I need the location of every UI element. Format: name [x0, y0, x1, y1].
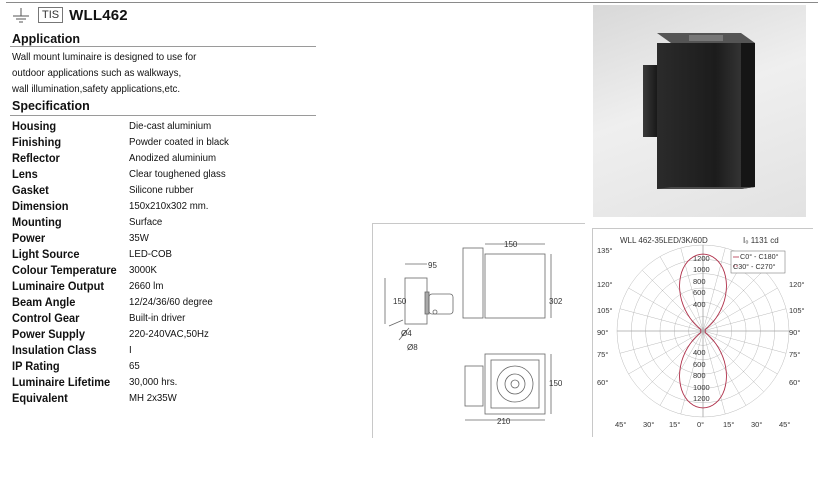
polar-radial-label: 1200 [693, 254, 710, 263]
dim-d4-label: Ø4 [401, 329, 412, 338]
polar-radial-label: 1200 [693, 394, 710, 403]
polar-angle-label: 60° [597, 378, 609, 387]
spec-label: Dimension [12, 199, 69, 213]
spec-label: Reflector [12, 151, 60, 165]
specification-title: Specification [12, 99, 90, 113]
spec-label: Beam Angle [12, 295, 76, 309]
spec-label: Luminaire Lifetime [12, 375, 111, 389]
spec-label: Light Source [12, 247, 80, 261]
dim-150-top-label: 150 [504, 240, 518, 249]
dim-d8-label: Ø8 [407, 343, 418, 352]
polar-angle-label: 75° [789, 350, 801, 359]
spec-value: 65 [129, 360, 140, 372]
spec-value: 35W [129, 232, 149, 244]
spec-row [12, 166, 332, 182]
dim-150-left-label: 150 [393, 297, 407, 306]
class-badge: TIS [38, 7, 63, 23]
polar-radial-label: 400 [693, 300, 706, 309]
polar-axis-label: 30° [751, 420, 763, 429]
polar-angle-label: 105° [597, 306, 613, 315]
application-line: wall illumination,safety applications,etc. [12, 83, 181, 95]
spec-row [12, 246, 332, 262]
polar-axis-label: 45° [779, 420, 791, 429]
spec-label: Finishing [12, 135, 62, 149]
spec-value: 30,000 hrs. [129, 376, 178, 388]
spec-row [12, 214, 332, 230]
polar-angle-label: 120° [789, 280, 805, 289]
polar-axis-label: 0° [697, 420, 705, 429]
product-photo [593, 5, 806, 217]
spec-table [12, 118, 332, 406]
spec-row [12, 358, 332, 374]
application-line: Wall mount luminaire is designed to use for [12, 51, 197, 63]
application-title: Application [12, 32, 81, 46]
polar-title: WLL 462-35LED/3K/60D [620, 236, 708, 245]
luminaire-image [593, 5, 806, 217]
spec-value: Clear toughened glass [129, 168, 226, 180]
spec-value: Anodized aluminium [129, 152, 216, 164]
polar-axis-label: 15° [669, 420, 681, 429]
top-divider [6, 2, 818, 3]
spec-label: IP Rating [12, 359, 60, 373]
model-name: WLL462 [69, 6, 128, 24]
dim-210-label: 210 [497, 417, 511, 426]
spec-label: Power [12, 231, 46, 245]
spec-value: 12/24/36/60 degree [129, 296, 213, 308]
spec-value: Silicone rubber [129, 184, 194, 196]
spec-value: 220-240VAC,50Hz [129, 328, 209, 340]
spec-row [12, 262, 332, 278]
spec-value: 2660 lm [129, 280, 164, 292]
ground-icon [10, 7, 32, 23]
polar-angle-label: 120° [597, 280, 613, 289]
dim-150-right-label: 150 [549, 379, 563, 388]
spec-row [12, 118, 332, 134]
application-text [12, 49, 288, 97]
polar-diagram [592, 228, 813, 437]
polar-legend [731, 251, 785, 273]
spec-label: Colour Temperature [12, 263, 117, 277]
spec-value: I [129, 344, 132, 356]
product-header [10, 6, 128, 24]
polar-radial-label: 400 [693, 348, 706, 357]
polar-radial-label: 600 [693, 288, 706, 297]
dimension-drawing [372, 223, 585, 438]
polar-diagram-svg [593, 229, 813, 437]
spec-label: Gasket [12, 183, 49, 197]
spec-row [12, 294, 332, 310]
spec-value: Built-in driver [129, 312, 186, 324]
spec-value: Die-cast aluminium [129, 120, 212, 132]
spec-row [12, 342, 332, 358]
legend-c30: C30° - C270° [733, 262, 776, 271]
spec-value: 3000K [129, 264, 157, 276]
spec-row [12, 134, 332, 150]
spec-label: Insulation Class [12, 343, 97, 357]
polar-radial-label: 800 [693, 371, 706, 380]
dim-302-label: 302 [549, 297, 563, 306]
spec-row [12, 230, 332, 246]
application-rule [10, 46, 316, 47]
polar-angle-label: 75° [597, 350, 609, 359]
spec-row [12, 150, 332, 166]
polar-angle-label: 60° [789, 378, 801, 387]
spec-value: Surface [129, 216, 163, 228]
specification-rule [10, 115, 316, 116]
legend-c0: C0° - C180° [740, 252, 779, 261]
dim-95-label: 95 [428, 261, 437, 270]
application-line: outdoor applications such as walkways, [12, 67, 182, 79]
polar-axis-label: 15° [723, 420, 735, 429]
polar-angle-label: 90° [597, 328, 609, 337]
spec-row [12, 326, 332, 342]
polar-angle-label: 90° [789, 328, 801, 337]
spec-row [12, 182, 332, 198]
polar-angle-label: 135° [597, 246, 613, 255]
spec-value: Powder coated in black [129, 136, 229, 148]
polar-radial-label: 600 [693, 360, 706, 369]
spec-label: Power Supply [12, 327, 86, 341]
spec-label: Mounting [12, 215, 62, 229]
spec-value: LED-COB [129, 248, 172, 260]
polar-radial-label: 800 [693, 277, 706, 286]
spec-row [12, 390, 332, 406]
spec-row [12, 310, 332, 326]
spec-label: Control Gear [12, 311, 80, 325]
spec-label: Housing [12, 119, 57, 133]
polar-angle-label: 105° [789, 306, 805, 315]
polar-axis-label: 30° [643, 420, 655, 429]
spec-value: 150x210x302 mm. [129, 200, 209, 212]
polar-radial-label: 1000 [693, 265, 710, 274]
spec-row [12, 198, 332, 214]
spec-label: Luminaire Output [12, 279, 104, 293]
spec-value: MH 2x35W [129, 392, 177, 404]
polar-axis-label: 45° [615, 420, 627, 429]
spec-label: Equivalent [12, 391, 68, 405]
dimension-drawing-svg [373, 224, 585, 438]
polar-intensity: I₀ 1131 cd [743, 236, 779, 245]
spec-row [12, 374, 332, 390]
spec-label: Lens [12, 167, 38, 181]
spec-row [12, 278, 332, 294]
polar-radial-label: 1000 [693, 383, 710, 392]
